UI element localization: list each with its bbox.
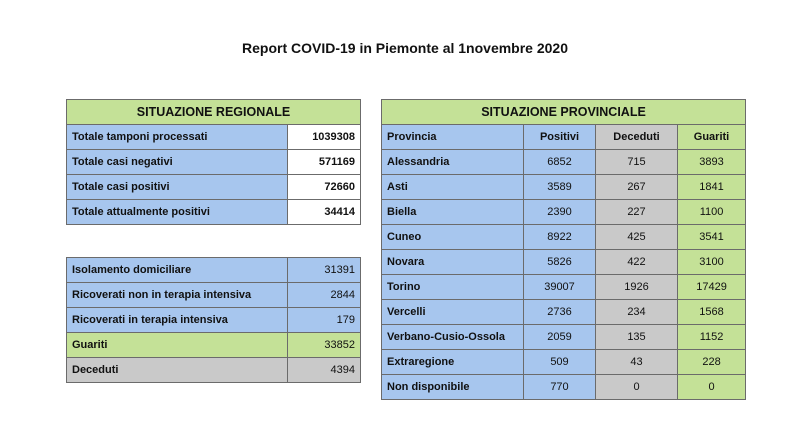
deceduti-cell: 43 [596, 350, 678, 375]
table-row [67, 258, 361, 283]
regional-value: 1039308 [288, 125, 361, 150]
table-row [382, 225, 746, 250]
deceduti-cell: 0 [596, 375, 678, 400]
table-row [382, 325, 746, 350]
status-value: 31391 [288, 258, 361, 283]
guariti-cell: 228 [678, 350, 746, 375]
provincial-header: SITUAZIONE PROVINCIALE [382, 100, 746, 125]
provincial-table [381, 99, 746, 400]
deceduti-cell: 1926 [596, 275, 678, 300]
table-row [67, 333, 361, 358]
status-label: Guariti [67, 333, 288, 358]
positivi-cell: 8922 [524, 225, 596, 250]
regional-label: Totale casi positivi [67, 175, 288, 200]
positivi-cell: 2390 [524, 200, 596, 225]
regional-header: SITUAZIONE REGIONALE [67, 100, 361, 125]
provincia-cell: Vercelli [382, 300, 524, 325]
guariti-cell: 1152 [678, 325, 746, 350]
positivi-cell: 2059 [524, 325, 596, 350]
positivi-cell: 6852 [524, 150, 596, 175]
table-row [67, 150, 361, 175]
provincia-cell: Novara [382, 250, 524, 275]
regional-value: 34414 [288, 200, 361, 225]
table-row [67, 200, 361, 225]
positivi-cell: 770 [524, 375, 596, 400]
provincia-cell: Verbano-Cusio-Ossola [382, 325, 524, 350]
guariti-cell: 1100 [678, 200, 746, 225]
table-row [67, 175, 361, 200]
guariti-cell: 1568 [678, 300, 746, 325]
table-row [67, 125, 361, 150]
positivi-cell: 3589 [524, 175, 596, 200]
table-row [67, 308, 361, 333]
column-header-deceduti: Deceduti [596, 125, 678, 150]
column-header-positivi: Positivi [524, 125, 596, 150]
provincial-header-row [382, 100, 746, 125]
table-row [382, 300, 746, 325]
provincia-cell: Extraregione [382, 350, 524, 375]
deceduti-cell: 715 [596, 150, 678, 175]
table-row [382, 150, 746, 175]
provincia-cell: Asti [382, 175, 524, 200]
status-label: Ricoverati in terapia intensiva [67, 308, 288, 333]
status-value: 4394 [288, 358, 361, 383]
guariti-cell: 17429 [678, 275, 746, 300]
status-value: 2844 [288, 283, 361, 308]
table-row [382, 275, 746, 300]
regional-value: 72660 [288, 175, 361, 200]
table-row [382, 375, 746, 400]
provincia-cell: Alessandria [382, 150, 524, 175]
regional-label: Totale attualmente positivi [67, 200, 288, 225]
guariti-cell: 3541 [678, 225, 746, 250]
deceduti-cell: 135 [596, 325, 678, 350]
table-row [382, 350, 746, 375]
status-value: 179 [288, 308, 361, 333]
guariti-cell: 3100 [678, 250, 746, 275]
table-row [382, 175, 746, 200]
provincia-cell: Cuneo [382, 225, 524, 250]
positivi-cell: 2736 [524, 300, 596, 325]
provincia-cell: Biella [382, 200, 524, 225]
deceduti-cell: 267 [596, 175, 678, 200]
positivi-cell: 5826 [524, 250, 596, 275]
column-header-row [382, 125, 746, 150]
deceduti-cell: 422 [596, 250, 678, 275]
guariti-cell: 1841 [678, 175, 746, 200]
table-row [382, 250, 746, 275]
regional-header-row [67, 100, 361, 125]
deceduti-cell: 227 [596, 200, 678, 225]
positivi-cell: 509 [524, 350, 596, 375]
deceduti-cell: 234 [596, 300, 678, 325]
table-row [67, 358, 361, 383]
status-breakdown-table [66, 257, 361, 383]
guariti-cell: 0 [678, 375, 746, 400]
table-row [382, 200, 746, 225]
status-label: Ricoverati non in terapia intensiva [67, 283, 288, 308]
regional-summary-table [66, 99, 361, 225]
deceduti-cell: 425 [596, 225, 678, 250]
status-label: Deceduti [67, 358, 288, 383]
page-title: Report COVID-19 in Piemonte al 1novembre 2020 [242, 40, 568, 56]
guariti-cell: 3893 [678, 150, 746, 175]
status-value: 33852 [288, 333, 361, 358]
positivi-cell: 39007 [524, 275, 596, 300]
column-header-provincia: Provincia [382, 125, 524, 150]
status-label: Isolamento domiciliare [67, 258, 288, 283]
regional-value: 571169 [288, 150, 361, 175]
provincia-cell: Torino [382, 275, 524, 300]
table-row [67, 283, 361, 308]
column-header-guariti: Guariti [678, 125, 746, 150]
provincial-rows [382, 150, 746, 400]
provincia-cell: Non disponibile [382, 375, 524, 400]
regional-label: Totale tamponi processati [67, 125, 288, 150]
regional-label: Totale casi negativi [67, 150, 288, 175]
